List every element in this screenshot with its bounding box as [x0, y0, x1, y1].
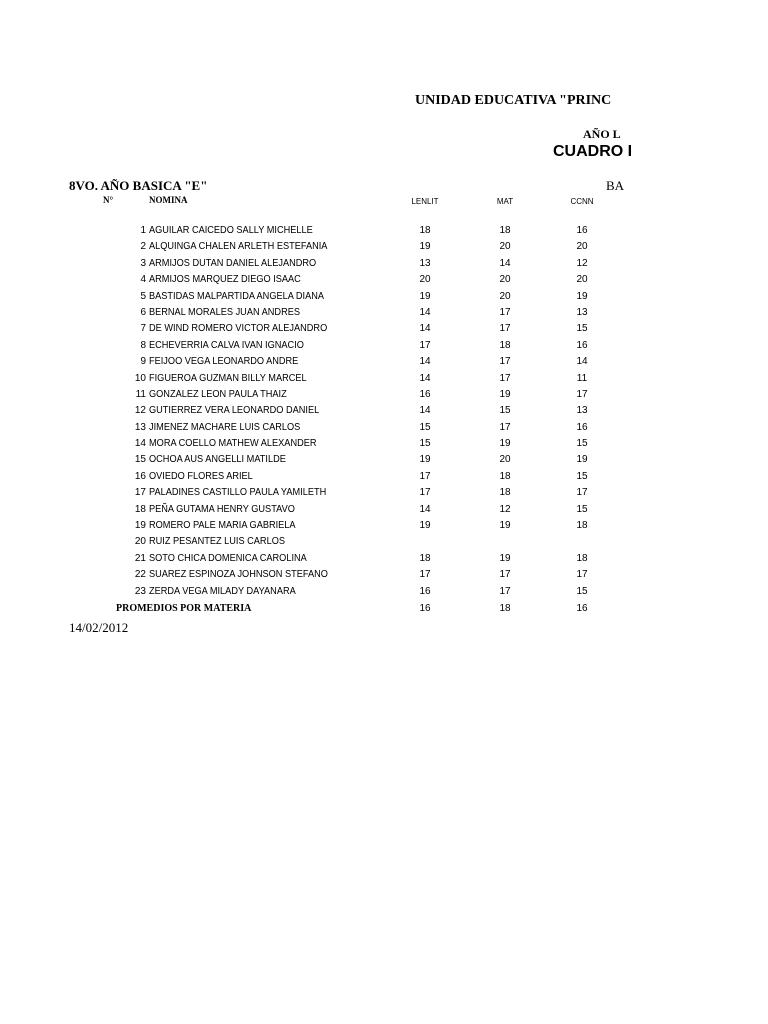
grade-mat: 17	[499, 372, 511, 384]
table-row	[0, 403, 768, 419]
student-name: ECHEVERRIA CALVA IVAN IGNACIO	[149, 339, 304, 351]
course-label: 8VO. AÑO BASICA "E"	[69, 178, 208, 193]
student-name: GUTIERREZ VERA LEONARDO DANIEL	[149, 405, 320, 417]
grade-ccnn: 15	[576, 470, 588, 482]
grade-lenlit: 14	[419, 372, 431, 384]
student-name: BASTIDAS MALPARTIDA ANGELA DIANA	[149, 290, 325, 302]
table-row	[0, 387, 768, 403]
grade-ccnn: 15	[576, 503, 588, 515]
grade-mat: 17	[499, 323, 511, 335]
table-row	[0, 452, 768, 468]
average-mat: 18	[499, 603, 511, 614]
table-row	[0, 223, 768, 239]
grade-lenlit: 14	[419, 405, 431, 417]
grade-mat: 17	[499, 421, 511, 433]
table-row	[0, 436, 768, 452]
grade-lenlit: 13	[419, 257, 431, 269]
student-name: SUAREZ ESPINOZA JOHNSON STEFANO	[149, 569, 328, 581]
grade-mat: 19	[499, 520, 511, 532]
grade-mat: 20	[499, 241, 511, 253]
grade-ccnn: 17	[576, 569, 588, 581]
table-row	[0, 534, 768, 550]
column-header-lenlit: LENLIT	[411, 197, 439, 206]
grade-ccnn: 12	[576, 257, 588, 269]
grade-mat: 17	[499, 585, 511, 597]
row-number: 10	[134, 372, 146, 384]
row-number: 18	[134, 503, 146, 515]
grade-lenlit: 18	[419, 225, 431, 236]
row-number: 11	[135, 388, 146, 400]
table-row	[0, 338, 768, 354]
school-title: UNIDAD EDUCATIVA "PRINC	[415, 93, 612, 108]
row-number: 1	[140, 225, 146, 236]
table-row	[0, 272, 768, 288]
row-number: 9	[140, 356, 146, 368]
table-row	[0, 567, 768, 583]
row-number: 2	[140, 241, 146, 253]
averages-label: PROMEDIOS POR MATERIA	[116, 603, 252, 614]
grade-lenlit: 17	[419, 569, 431, 581]
grade-ccnn: 15	[576, 323, 588, 335]
table-row	[0, 305, 768, 321]
grade-lenlit: 14	[419, 306, 431, 318]
grade-mat: 17	[499, 569, 511, 581]
student-name: GONZALEZ LEON PAULA THAIZ	[149, 388, 287, 400]
grade-mat: 18	[499, 487, 511, 499]
student-name: PEÑA GUTAMA HENRY GUSTAVO	[149, 503, 295, 515]
student-name: OCHOA AUS ANGELLI MATILDE	[149, 454, 286, 466]
student-name: ZERDA VEGA MILADY DAYANARA	[149, 585, 296, 597]
table-row	[0, 420, 768, 436]
row-number: 21	[134, 552, 146, 564]
table-row	[0, 256, 768, 272]
student-name: PALADINES CASTILLO PAULA YAMILETH	[149, 487, 327, 499]
grade-ccnn: 14	[576, 356, 588, 368]
grade-mat: 20	[499, 290, 511, 302]
grade-mat: 14	[499, 257, 511, 269]
table-row	[0, 354, 768, 370]
grade-lenlit: 14	[419, 323, 431, 335]
grade-lenlit: 16	[419, 388, 431, 400]
average-lenlit: 16	[419, 603, 431, 614]
table-row	[0, 289, 768, 305]
grade-ccnn: 13	[576, 306, 588, 318]
table-row	[0, 518, 768, 534]
grade-lenlit: 18	[419, 552, 431, 564]
grade-mat: 19	[499, 438, 511, 450]
table-row	[0, 584, 768, 600]
averages-row	[0, 601, 768, 617]
row-number: 3	[140, 257, 146, 269]
table-row	[0, 239, 768, 255]
table-row	[0, 485, 768, 501]
grade-ccnn: 17	[576, 388, 588, 400]
row-number: 8	[140, 339, 146, 351]
grade-ccnn: 13	[576, 405, 588, 417]
grade-mat: 18	[499, 339, 511, 351]
row-number: 15	[134, 454, 146, 466]
row-number: 6	[140, 306, 146, 318]
grade-ccnn: 19	[576, 454, 588, 466]
grade-lenlit: 20	[419, 274, 431, 286]
school-year-label: AÑO L	[583, 127, 621, 141]
student-name: JIMENEZ MACHARE LUIS CARLOS	[149, 421, 301, 433]
table-row	[0, 371, 768, 387]
student-name: ARMIJOS DUTAN DANIEL ALEJANDRO	[149, 257, 317, 269]
student-name: SOTO CHICA DOMENICA CAROLINA	[149, 552, 307, 564]
grade-ccnn: 18	[576, 520, 588, 532]
grade-ccnn: 16	[576, 339, 588, 351]
grade-ccnn: 16	[576, 421, 588, 433]
grade-ccnn: 17	[576, 487, 588, 499]
student-name: ALQUINGA CHALEN ARLETH ESTEFANIA	[149, 241, 328, 253]
student-name: OVIEDO FLORES ARIEL	[149, 470, 253, 482]
row-number: 7	[140, 323, 146, 335]
grade-mat: 17	[499, 356, 511, 368]
student-name: AGUILAR CAICEDO SALLY MICHELLE	[149, 225, 313, 236]
grade-lenlit: 14	[419, 503, 431, 515]
grade-mat: 15	[499, 405, 511, 417]
grade-ccnn: 18	[576, 552, 588, 564]
grade-ccnn: 15	[576, 438, 588, 450]
grade-lenlit: 16	[419, 585, 431, 597]
grade-lenlit: 17	[419, 487, 431, 499]
row-number: 19	[134, 520, 146, 532]
grade-mat: 20	[499, 454, 511, 466]
grade-ccnn: 11	[576, 372, 588, 384]
grade-mat: 18	[499, 470, 511, 482]
row-number: 17	[134, 487, 146, 499]
grade-mat: 17	[499, 306, 511, 318]
row-number: 12	[134, 405, 146, 417]
grade-lenlit: 17	[419, 339, 431, 351]
row-number: 22	[134, 569, 146, 581]
truncated-header-right: BA	[606, 178, 625, 193]
row-number: 20	[134, 536, 146, 548]
row-number: 4	[140, 274, 146, 286]
student-name: MORA COELLO MATHEW ALEXANDER	[149, 438, 317, 450]
table-row	[0, 502, 768, 518]
grade-ccnn: 19	[576, 290, 588, 302]
grade-ccnn: 20	[576, 241, 588, 253]
table-row	[0, 551, 768, 567]
column-header-number: N°	[103, 195, 114, 205]
grade-mat: 12	[499, 503, 511, 515]
student-name: ROMERO PALE MARIA GABRIELA	[149, 520, 296, 532]
table-row	[0, 469, 768, 485]
student-name: FEIJOO VEGA LEONARDO ANDRE	[149, 356, 299, 368]
grade-ccnn: 15	[576, 585, 588, 597]
student-name: RUIZ PESANTEZ LUIS CARLOS	[149, 536, 285, 548]
report-date: 14/02/2012	[69, 620, 129, 635]
student-grades-table	[0, 223, 768, 600]
grade-lenlit: 17	[419, 470, 431, 482]
average-ccnn: 16	[576, 603, 588, 614]
grade-lenlit: 19	[419, 290, 431, 302]
column-header-mat: MAT	[496, 197, 514, 206]
grade-ccnn: 20	[576, 274, 588, 286]
student-name: FIGUEROA GUZMAN BILLY MARCEL	[149, 372, 307, 384]
row-number: 16	[134, 470, 146, 482]
grade-lenlit: 19	[419, 454, 431, 466]
grade-mat: 19	[499, 552, 511, 564]
table-row	[0, 321, 768, 337]
row-number: 13	[134, 421, 146, 433]
grade-lenlit: 19	[419, 241, 431, 253]
student-name: DE WIND ROMERO VICTOR ALEJANDRO	[149, 323, 328, 335]
column-header-ccnn: CCNN	[570, 197, 594, 206]
grade-lenlit: 19	[419, 520, 431, 532]
row-number: 23	[134, 585, 146, 597]
report-title: CUADRO I	[553, 143, 633, 160]
grade-lenlit: 14	[419, 356, 431, 368]
student-name: BERNAL MORALES JUAN ANDRES	[149, 306, 300, 318]
column-header-nomina: NOMINA	[149, 195, 188, 205]
grade-ccnn: 16	[576, 225, 588, 236]
row-number: 14	[134, 438, 146, 450]
student-name: ARMIJOS MARQUEZ DIEGO ISAAC	[149, 274, 301, 286]
grade-mat: 19	[499, 388, 511, 400]
row-number: 5	[140, 290, 146, 302]
grade-lenlit: 15	[419, 438, 431, 450]
grade-mat: 20	[499, 274, 511, 286]
grade-mat: 18	[499, 225, 511, 236]
grade-lenlit: 15	[419, 421, 431, 433]
